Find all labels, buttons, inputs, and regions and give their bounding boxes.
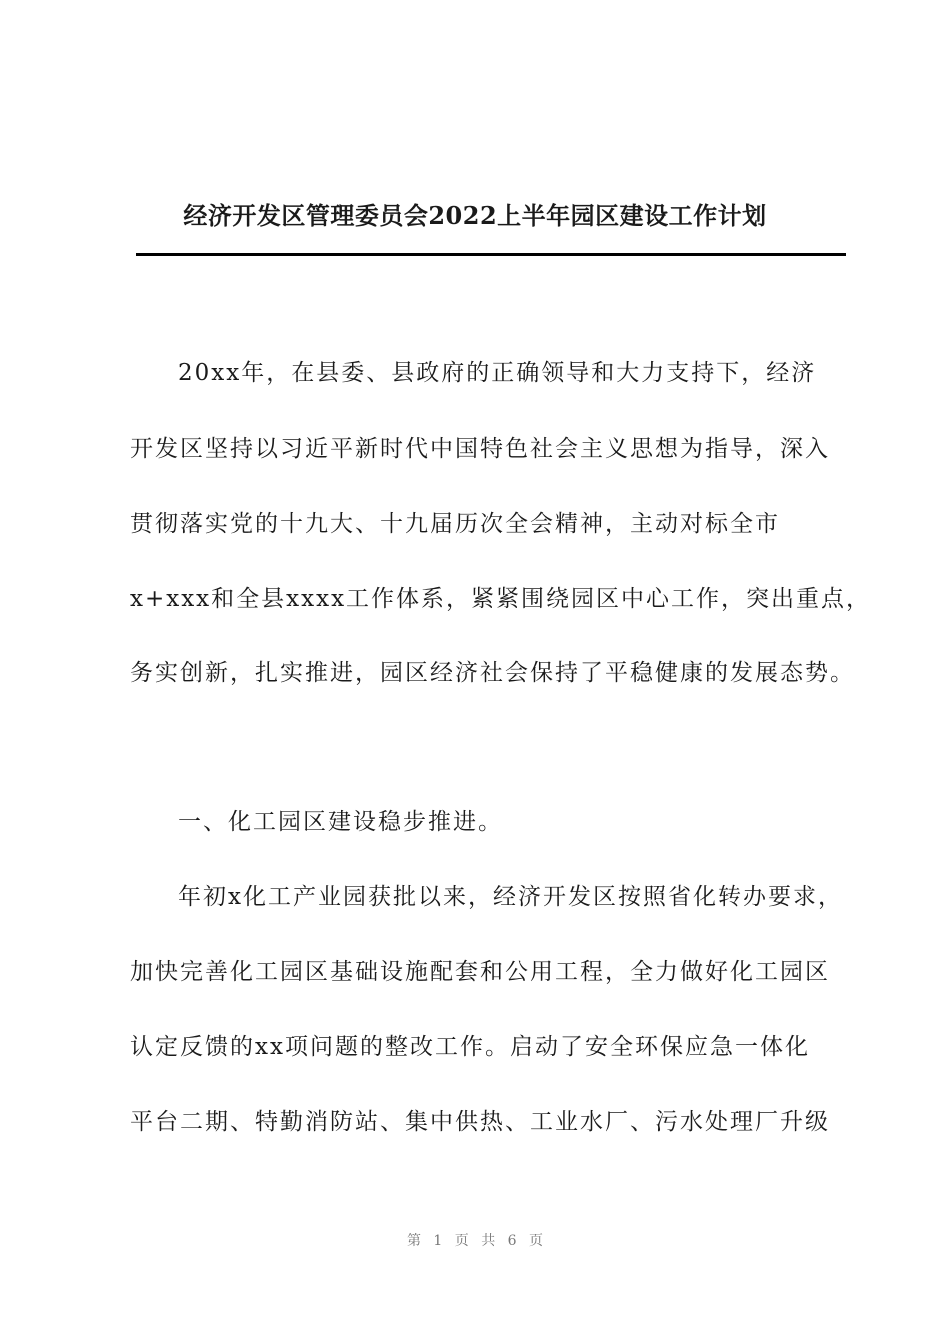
page-number-footer: 第 1 页 共 6 页: [406, 1233, 544, 1249]
title-underline: [136, 253, 846, 256]
paragraph-1-line-1: 20xx年，在县委、县政府的正确领导和大力支持下，经济: [178, 360, 817, 386]
section-1-heading: 一、化工园区建设稳步推进。: [178, 809, 503, 835]
paragraph-2-line-2: 加快完善化工园区基础设施配套和公用工程，全力做好化工园区: [130, 959, 830, 985]
paragraph-1-line-2: 开发区坚持以习近平新时代中国特色社会主义思想为指导，深入: [130, 436, 830, 462]
paragraph-2-line-3: 认定反馈的xx项问题的整改工作。启动了安全环保应急一体化: [130, 1034, 810, 1060]
document-title: 经济开发区管理委员会2022上半年园区建设工作计划: [183, 201, 767, 230]
paragraph-1-line-5: 务实创新，扎实推进，园区经济社会保持了平稳健康的发展态势。: [130, 660, 855, 686]
paragraph-2-line-1: 年初x化工产业园获批以来，经济开发区按照省化转办要求，: [178, 884, 843, 910]
paragraph-1-line-3: 贯彻落实党的十九大、十九届历次全会精神，主动对标全市: [130, 511, 780, 537]
paragraph-1-line-4: x+xxx和全县xxxx工作体系，紧紧围绕园区中心工作，突出重点，: [130, 586, 872, 612]
paragraph-2-line-4: 平台二期、特勤消防站、集中供热、工业水厂、污水处理厂升级: [130, 1109, 830, 1135]
